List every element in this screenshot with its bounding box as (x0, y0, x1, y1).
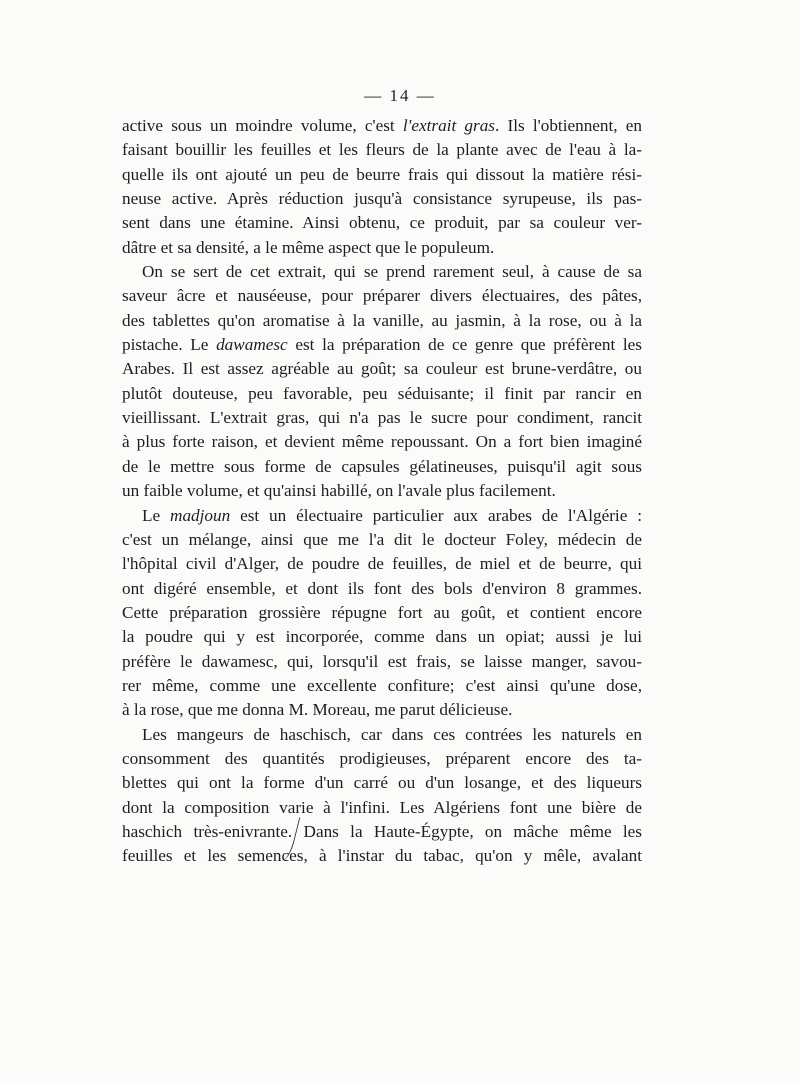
text-segment: ont digéré ensemble, et dont ils font des bols d'environ 8 grammes. (122, 578, 642, 598)
text-line (122, 577, 642, 601)
text-line (122, 601, 642, 625)
text-segment: active sous un moindre volume, c'est (122, 116, 403, 135)
text-line (122, 625, 642, 649)
text-line (122, 406, 642, 430)
text-segment: c'est un mélange, ainsi que me l'a dit le docteur Foley, médecin de (122, 529, 642, 549)
text-line (122, 211, 642, 235)
text-segment: quelle ils ont ajouté un peu de beurre frais qui dissout la matière rési- (122, 164, 642, 184)
italic-term: madjoun (170, 505, 231, 525)
text-line (122, 187, 642, 211)
text-line (122, 357, 642, 381)
text-segment: plutôt douteuse, peu favorable, peu séduisante; il finit par rancir en (122, 383, 642, 403)
text-line (122, 138, 642, 162)
text-segment: faisant bouillir les feuilles et les fleurs de la plante avec de l'eau à la- (122, 140, 642, 160)
text-line (122, 309, 642, 333)
text-segment: est un électuaire particulier aux arabes de l'Algérie : (230, 505, 642, 525)
text-segment: de le mettre sous forme de capsules gélatineuses, puisqu'il agit sous (122, 456, 642, 476)
text-line (122, 479, 642, 503)
text-line (122, 455, 642, 479)
text-segment: Le (142, 505, 171, 525)
text-line (122, 820, 642, 844)
text-segment: saveur âcre et nauséeuse, pour préparer divers électuaires, des pâtes, (122, 286, 642, 306)
text-segment: des tablettes qu'on aromatise à la vanille, au jasmin, à la rose, ou à la (122, 310, 642, 330)
text-segment: . Ils l'obtiennent, en (494, 116, 642, 135)
text-segment: neuse active. Après réduction jusqu'à consistance syrupeuse, ils pas- (122, 189, 642, 209)
text-segment: préfère le dawamesc, qui, lorsqu'il est frais, se laisse manger, savou- (122, 651, 642, 671)
text-segment: à plus forte raison, et devient même repoussant. On a fort bien imaginé (122, 432, 642, 452)
text-segment: On se sert de cet extrait, qui se prend rarement seul, à cause de sa (142, 262, 642, 282)
text-segment: sent dans une étamine. Ainsi obtenu, ce produit, par sa couleur ver- (122, 213, 642, 233)
text-segment: dâtre et sa densité, a le même aspect que le populeum. (122, 237, 495, 257)
text-line (122, 552, 642, 576)
text-line (122, 430, 642, 454)
page-number: — 14 — (364, 86, 436, 105)
text-segment: Les mangeurs de haschisch, car dans ces contrées les naturels en (142, 724, 642, 744)
text-line (122, 163, 642, 187)
text-segment: vieillissant. L'extrait gras, qui n'a pas le sucre pour condiment, rancit (122, 408, 642, 428)
text-segment: Cette préparation grossière répugne fort au goût, et contient encore (122, 602, 642, 622)
text-line (122, 504, 642, 528)
text-segment: pistache. Le (122, 335, 217, 355)
text-line (122, 796, 642, 820)
text-segment: haschich très-enivrante. Dans la Haute-Égypte, on mâche même les (122, 821, 642, 841)
text-segment: Arabes. Il est assez agréable au goût; sa couleur est brune-verdâtre, ou (122, 359, 642, 379)
text-line (122, 698, 642, 722)
text-segment: un faible volume, et qu'ainsi habillé, on l'avale plus facilement. (122, 481, 556, 501)
text-segment: blettes qui ont la forme d'un carré ou d'un losange, et des liqueurs (122, 773, 642, 793)
text-segment: à la rose, que me donna M. Moreau, me parut délicieuse. (122, 700, 513, 720)
text-segment: est la préparation de ce genre que préfèrent les (287, 335, 642, 355)
text-segment: consomment des quantités prodigieuses, préparent encore des ta- (122, 748, 642, 768)
text-segment: dont la composition varie à l'infini. Les Algériens font une bière de (122, 797, 642, 817)
text-segment: la poudre qui y est incorporée, comme dans un opiat; aussi je lui (122, 627, 642, 647)
text-line (122, 650, 642, 674)
text-line (122, 236, 642, 260)
text-line (122, 528, 642, 552)
italic-term: dawamesc (216, 335, 288, 355)
body-text (122, 114, 642, 869)
text-segment: l'hôpital civil d'Alger, de poudre de feuilles, de miel et de beurre, qui (122, 554, 642, 574)
text-segment: rer même, comme une excellente confiture; c'est ainsi qu'une dose, (122, 675, 642, 695)
text-line (122, 333, 642, 357)
text-line (122, 284, 642, 308)
text-line (122, 260, 642, 284)
text-segment: feuilles et les semences, à l'instar du tabac, qu'on y mêle, avalant (122, 846, 642, 866)
text-line (122, 723, 642, 747)
text-line (122, 382, 642, 406)
text-line (122, 674, 642, 698)
italic-term: l'extrait gras (402, 116, 495, 135)
text-line (122, 771, 642, 795)
text-line (122, 114, 642, 138)
text-line (122, 844, 642, 868)
text-line (122, 747, 642, 771)
